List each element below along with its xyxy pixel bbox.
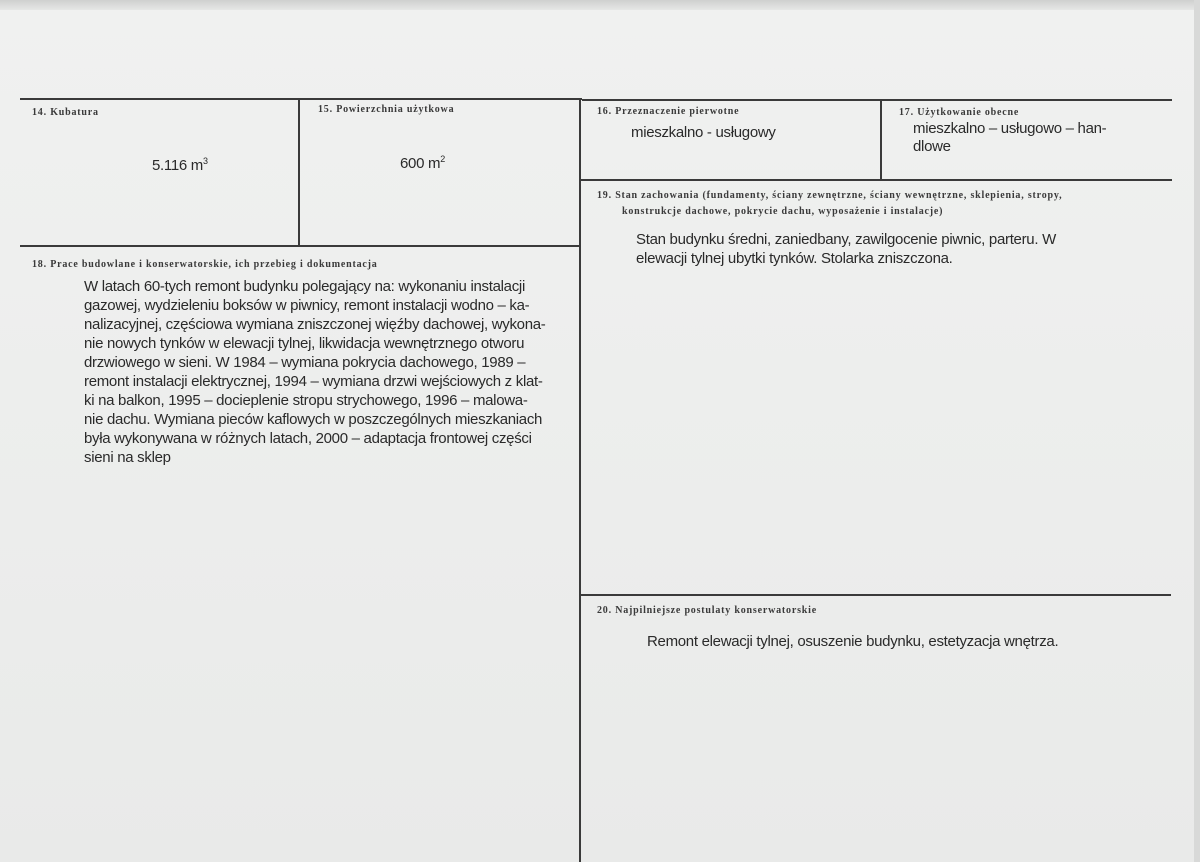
field-19-line: elewacji tylnej ubytki tynków. Stolarka zniszczona. xyxy=(636,250,953,267)
field-18-line: sieni na sklep xyxy=(84,449,171,466)
top-rule-right xyxy=(582,99,1172,101)
right-edge xyxy=(1194,0,1200,862)
field-16-value: mieszkalno - usługowy xyxy=(631,124,776,141)
field-18-line: W latach 60-tych remont budynku polegający na: wykonaniu instalacji xyxy=(84,278,525,295)
field-14-label: 14. Kubatura xyxy=(32,107,99,118)
field-20-label: 20. Najpilniejsze postulaty konserwatorskie xyxy=(597,605,817,616)
field-20-value: Remont elewacji tylnej, osuszenie budynku, estetyzacja wnętrza. xyxy=(647,633,1059,650)
field-18-line: drzwiowego w sieni. W 1984 – wymiana pokrycia dachowego, 1989 – xyxy=(84,354,526,371)
field-14-value: 5.116 $m^3$ xyxy=(152,156,208,174)
field-18-line: gazowej, wydzieleniu boksów w piwnicy, remont instalacji wodno – ka- xyxy=(84,297,530,314)
field-17-label: 17. Użytkowanie obecne xyxy=(899,107,1020,118)
top-edge xyxy=(0,0,1200,10)
rule-18-top xyxy=(20,245,581,247)
field-18-line: nalizacyjnej, częściowa wymiana zniszczonej więźby dachowej, wykona- xyxy=(84,316,546,333)
field-17-value-line2: dlowe xyxy=(913,138,951,155)
field-18-line: nie nowych tynków w elewacji tylnej, likwidacja wewnętrznego otworu xyxy=(84,335,525,352)
field-15-label: 15. Powierzchnia użytkowa xyxy=(318,104,455,115)
divider-14-15 xyxy=(298,98,300,246)
field-19-label-line1: 19. Stan zachowania (fundamenty, ściany zewnętrzne, ściany wewnętrzne, sklepienia, stropy, xyxy=(597,190,1063,201)
field-19-line: Stan budynku średni, zaniedbany, zawilgocenie piwnic, parteru. W xyxy=(636,231,1056,248)
rule-16-17-bottom xyxy=(581,179,1172,181)
field-16-label: 16. Przeznaczenie pierwotne xyxy=(597,106,740,117)
divider-16-17 xyxy=(880,100,882,180)
main-divider xyxy=(579,98,581,862)
rule-20-top xyxy=(581,594,1171,596)
field-15-value: 600 $m^2$ xyxy=(400,154,445,172)
field-17-value-line1: mieszkalno – usługowo – han- xyxy=(913,120,1107,137)
top-rule-left xyxy=(20,98,582,100)
field-18-line: remont instalacji elektrycznej, 1994 – wymiana drzwi wejściowych z klat- xyxy=(84,373,543,390)
field-18-label: 18. Prace budowlane i konserwatorskie, ich przebieg i dokumentacja xyxy=(32,259,378,270)
field-18-line: ki na balkon, 1995 – docieplenie stropu strychowego, 1996 – malowa- xyxy=(84,392,528,409)
field-18-line: była wykonywana w różnych latach, 2000 – adaptacja frontowej części xyxy=(84,430,532,447)
field-19-label-line2: konstrukcje dachowe, pokrycie dachu, wyposażenie i instalacje) xyxy=(622,206,944,217)
field-18-line: nie dachu. Wymiana pieców kaflowych w poszczególnych mieszkaniach xyxy=(84,411,543,428)
